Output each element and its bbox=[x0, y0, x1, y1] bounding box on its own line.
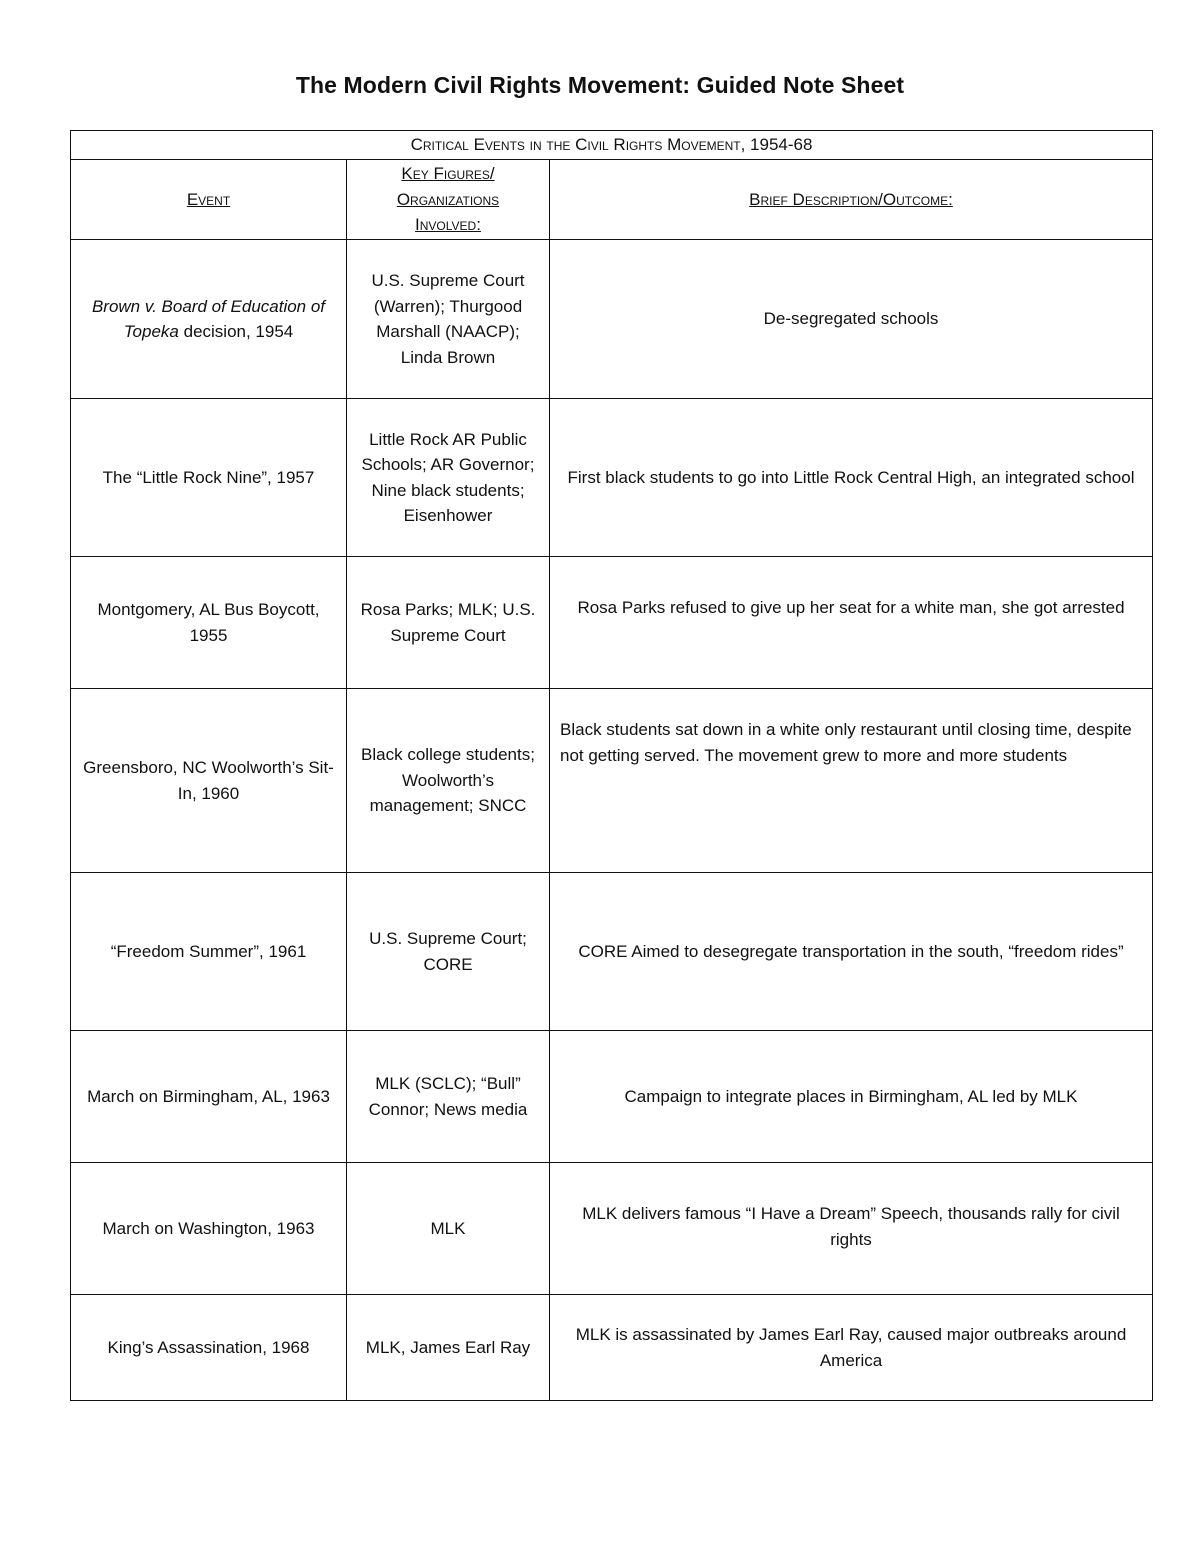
table-row bbox=[71, 399, 1153, 557]
event-cell: “Freedom Summer”, 1961 bbox=[71, 873, 347, 1031]
description-cell: MLK delivers famous “I Have a Dream” Speech, thousands rally for civil rights bbox=[550, 1163, 1153, 1295]
event-cell: The “Little Rock Nine”, 1957 bbox=[71, 399, 347, 557]
table-row bbox=[71, 1163, 1153, 1295]
table-row bbox=[71, 689, 1153, 873]
description-cell: CORE Aimed to desegregate transportation in the south, “freedom rides” bbox=[550, 873, 1153, 1031]
header-event: Event bbox=[71, 160, 347, 240]
description-cell: MLK is assassinated by James Earl Ray, caused major outbreaks around America bbox=[550, 1295, 1153, 1401]
header-key-figures-line3: Involved: bbox=[415, 215, 481, 235]
table-row bbox=[71, 240, 1153, 399]
figures-cell: U.S. Supreme Court; CORE bbox=[347, 873, 550, 1031]
table-row bbox=[71, 557, 1153, 689]
figures-cell: U.S. Supreme Court (Warren); Thurgood Marshall (NAACP); Linda Brown bbox=[347, 240, 550, 399]
events-table bbox=[70, 130, 1153, 1401]
description-cell: Black students sat down in a white only restaurant until closing time, despite not getting served. The movement grew to more and more students bbox=[550, 689, 1153, 873]
event-cell: Montgomery, AL Bus Boycott, 1955 bbox=[71, 557, 347, 689]
table-row bbox=[71, 873, 1153, 1031]
event-cell: King’s Assassination, 1968 bbox=[71, 1295, 347, 1401]
description-cell: Campaign to integrate places in Birmingham, AL led by MLK bbox=[550, 1031, 1153, 1163]
table-header-row bbox=[71, 160, 1153, 240]
figures-cell: MLK, James Earl Ray bbox=[347, 1295, 550, 1401]
event-text: decision, 1954 bbox=[178, 322, 294, 341]
table-caption-row bbox=[71, 131, 1153, 160]
event-cell: March on Washington, 1963 bbox=[71, 1163, 347, 1295]
header-key-figures-line1: Key Figures/ bbox=[401, 164, 495, 184]
event-cell bbox=[71, 240, 347, 399]
table-row bbox=[71, 1295, 1153, 1401]
event-cell: March on Birmingham, AL, 1963 bbox=[71, 1031, 347, 1163]
table-caption: Critical Events in the Civil Rights Movement, 1954-68 bbox=[71, 131, 1153, 160]
figures-cell: Rosa Parks; MLK; U.S. Supreme Court bbox=[347, 557, 550, 689]
event-cell: Greensboro, NC Woolworth’s Sit-In, 1960 bbox=[71, 689, 347, 873]
header-description: Brief Description/Outcome: bbox=[550, 160, 1153, 240]
figures-cell: MLK (SCLC); “Bull” Connor; News media bbox=[347, 1031, 550, 1163]
table-row bbox=[71, 1031, 1153, 1163]
description-cell: Rosa Parks refused to give up her seat for a white man, she got arrested bbox=[550, 557, 1153, 689]
figures-cell: Black college students; Woolworth’s management; SNCC bbox=[347, 689, 550, 873]
description-cell: De-segregated schools bbox=[550, 240, 1153, 399]
header-key-figures bbox=[347, 160, 550, 240]
event-case-name: Brown v. Board of Education of Topeka bbox=[91, 296, 326, 341]
header-key-figures-line2: Organizations bbox=[396, 189, 500, 209]
page-title: The Modern Civil Rights Movement: Guided Note Sheet bbox=[295, 72, 905, 98]
description-cell: First black students to go into Little Rock Central High, an integrated school bbox=[550, 399, 1153, 557]
figures-cell: Little Rock AR Public Schools; AR Governor; Nine black students; Eisenhower bbox=[347, 399, 550, 557]
figures-cell: MLK bbox=[347, 1163, 550, 1295]
